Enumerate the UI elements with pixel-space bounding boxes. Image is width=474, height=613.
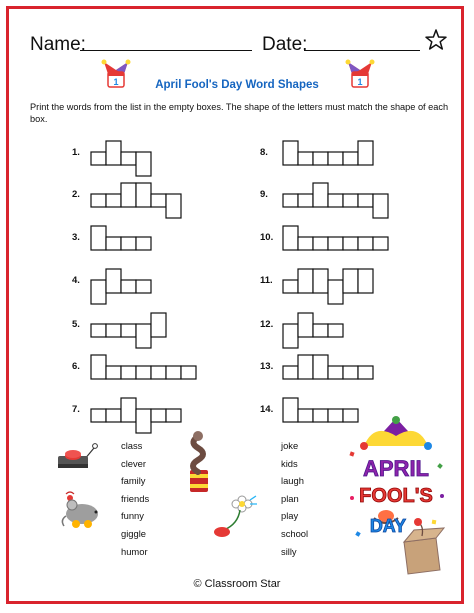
letter-box[interactable] [151,366,166,379]
svg-text:1: 1 [113,77,119,87]
letter-box[interactable] [313,152,328,165]
word-list-item: friends [121,492,150,504]
item-number: 7. [72,404,80,415]
letter-box[interactable] [91,152,106,165]
toy-mouse-icon [58,488,108,532]
letter-box[interactable] [166,366,181,379]
letter-box[interactable] [151,194,166,207]
letter-box[interactable] [283,366,298,379]
word-list-item: clever [121,457,147,469]
letter-box[interactable] [328,409,343,422]
word-shape-12[interactable] [282,310,344,350]
letter-box[interactable] [313,269,328,293]
letter-box[interactable] [166,409,181,422]
word-shape-4[interactable] [90,266,152,306]
word-list-item: school [281,528,309,539]
poster-text-april: APRIL [363,456,429,481]
letter-box[interactable] [181,366,196,379]
word-list-item: family [121,475,146,487]
letter-box[interactable] [121,152,136,165]
word-list-item: humor [121,545,148,557]
word-list-item: plan [281,492,299,504]
letter-box[interactable] [298,313,313,337]
letter-box[interactable] [151,313,166,337]
letter-box[interactable] [313,237,328,250]
letter-box[interactable] [328,152,343,165]
letter-box[interactable] [298,269,313,293]
letter-box[interactable] [136,152,151,176]
letter-box[interactable] [298,194,313,207]
item-number: 11. [260,275,273,286]
letter-box[interactable] [166,194,181,218]
word-list-item: funny [121,510,144,522]
word-shape-13[interactable] [282,352,374,392]
item-number: 14. [260,404,274,415]
worksheet-title: April Fool's Day Word Shapes [155,79,319,91]
letter-box[interactable] [283,141,298,165]
letter-box[interactable] [136,409,151,433]
letter-box[interactable] [358,194,373,207]
letter-box[interactable] [106,141,121,165]
letter-box[interactable] [121,366,136,379]
letter-box[interactable] [283,280,298,293]
letter-box[interactable] [106,324,121,337]
word-list-item: kids [281,457,298,469]
letter-box[interactable] [136,366,151,379]
letter-box[interactable] [91,280,106,304]
letter-box[interactable] [283,398,298,422]
date-line[interactable] [304,50,420,51]
letter-box[interactable] [328,280,343,304]
star-icon [424,28,448,52]
letter-box[interactable] [298,152,313,165]
letter-box[interactable] [121,280,136,293]
letter-box[interactable] [358,269,373,293]
letter-box[interactable] [106,409,121,422]
word-shape-7[interactable] [90,395,182,435]
letter-box[interactable] [136,237,151,250]
letter-box[interactable] [91,194,106,207]
letter-box[interactable] [298,355,313,379]
letter-box[interactable] [373,237,388,250]
letter-box[interactable] [91,355,106,379]
word-list-item: laugh [281,475,304,487]
date-label: Date: [262,34,308,55]
word-list-item: giggle [121,528,147,539]
letter-box[interactable] [343,152,358,165]
item-number: 12. [260,319,274,330]
letter-box[interactable] [136,280,151,293]
letter-box[interactable] [106,194,121,207]
letter-box[interactable] [298,237,313,250]
letter-box[interactable] [373,194,388,218]
letter-box[interactable] [91,409,106,422]
letter-box[interactable] [121,183,136,207]
squirt-flower-icon [212,490,258,540]
letter-box[interactable] [343,237,358,250]
word-shape-10[interactable] [282,223,389,263]
item-number: 1. [72,147,80,158]
letter-box[interactable] [283,194,298,207]
name-label: Name: [30,34,86,55]
letter-box[interactable] [106,366,121,379]
item-number: 4. [72,275,80,286]
poster-text-day: DAY [369,516,407,536]
letter-box[interactable] [328,237,343,250]
name-line[interactable] [80,50,252,51]
letter-box[interactable] [328,194,343,207]
item-number: 2. [72,189,80,200]
word-shape-6[interactable] [90,352,197,392]
letter-box[interactable] [343,194,358,207]
snake-in-can-icon [176,430,222,494]
word-list-item: play [281,510,299,522]
letter-box[interactable] [121,324,136,337]
letter-box[interactable] [358,141,373,165]
item-number: 9. [260,189,268,200]
word-shape-8[interactable] [282,138,374,178]
footer-copyright: © Classroom Star [193,578,281,590]
letter-box[interactable] [121,237,136,250]
letter-box[interactable] [151,409,166,422]
april-fools-poster [344,412,448,580]
letter-box[interactable] [121,398,136,422]
item-number: 10. [260,232,274,243]
word-shape-3[interactable] [90,223,152,263]
letter-box[interactable] [328,366,343,379]
word-shape-2[interactable] [90,180,182,220]
letter-box[interactable] [343,366,358,379]
letter-box[interactable] [358,366,373,379]
letter-box[interactable] [283,226,298,250]
item-number: 3. [72,232,80,243]
letter-box[interactable] [313,409,328,422]
letter-box[interactable] [91,324,106,337]
letter-box[interactable] [136,183,151,207]
letter-box[interactable] [313,324,328,337]
item-number: 13. [260,361,274,372]
letter-box[interactable] [358,237,373,250]
word-list-item: class [121,440,143,451]
word-list-item: joke [281,440,299,451]
letter-box[interactable] [313,183,328,207]
letter-box[interactable] [106,269,121,293]
letter-box[interactable] [283,324,298,348]
poster-text-fools: FOOL'S [359,485,433,507]
letter-box[interactable] [136,324,151,348]
letter-box[interactable] [313,355,328,379]
buzzer-button-icon [54,440,104,474]
word-shape-1[interactable] [90,138,152,178]
letter-box[interactable] [91,226,106,250]
word-shape-9[interactable] [282,180,389,220]
letter-box[interactable] [328,324,343,337]
item-number: 8. [260,147,268,158]
item-number: 5. [72,319,80,330]
word-list-item: silly [281,545,297,557]
word-shape-5[interactable] [90,310,167,350]
svg-text:1: 1 [357,77,363,87]
instructions: Print the words from the list in the empty boxes. The shape of the letters must match the shape of each box. [30,102,449,124]
letter-box[interactable] [298,409,313,422]
word-shape-11[interactable] [282,266,374,306]
item-number: 6. [72,361,80,372]
letter-box[interactable] [343,269,358,293]
letter-box[interactable] [106,237,121,250]
